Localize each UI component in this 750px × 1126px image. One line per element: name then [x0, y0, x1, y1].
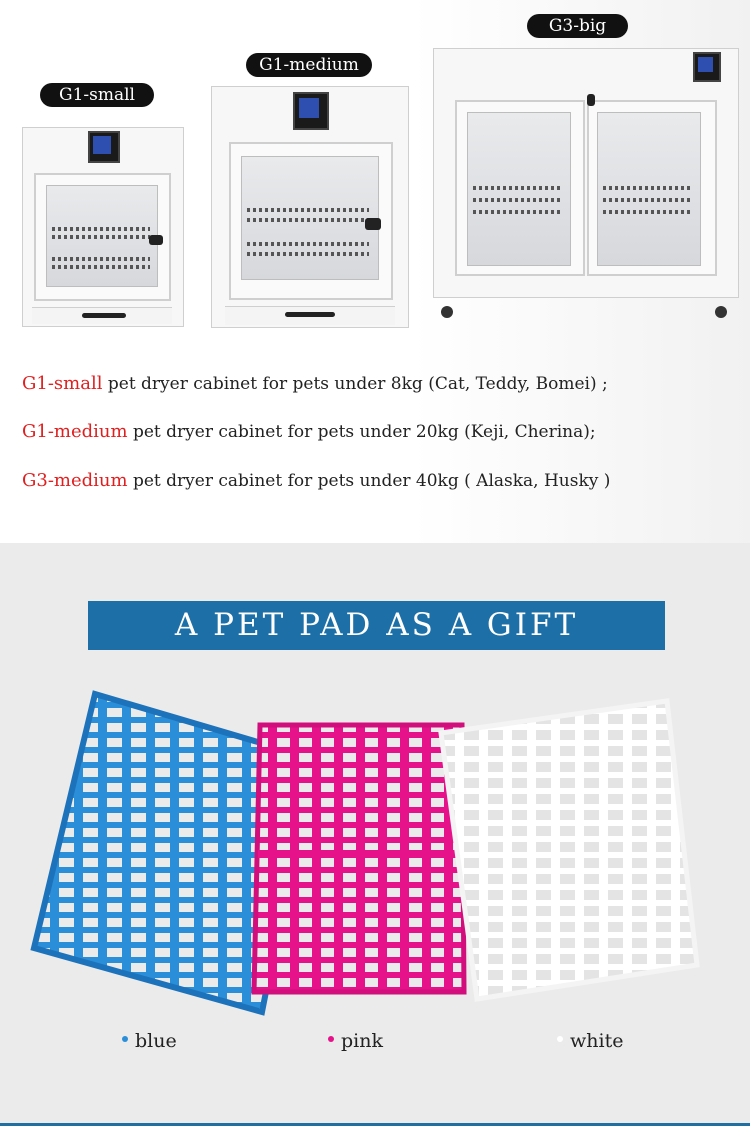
description-text: pet dryer cabinet for pets under 40kg ( Alaska, Husky ) [127, 471, 611, 491]
model-name: G1-medium [22, 421, 128, 442]
blue-dot-icon [122, 1036, 128, 1042]
pad-white-image [435, 695, 705, 1005]
description-text: pet dryer cabinet for pets under 20kg (Keji, Cherina); [127, 422, 596, 442]
product-label-small: G1-small [40, 83, 154, 107]
white-dot-icon [557, 1036, 563, 1042]
pad-color-name: pink [341, 1030, 383, 1052]
gift-banner [88, 601, 665, 650]
model-name: G3-medium [22, 470, 128, 491]
cabinet-big-image [433, 48, 739, 323]
cabinet-medium-image [211, 86, 409, 328]
pad-color-name: blue [135, 1030, 177, 1052]
product-label-medium: G1-medium [246, 53, 372, 77]
pad-label-pink [328, 1030, 383, 1052]
description-big [22, 470, 610, 491]
pad-label-blue [122, 1030, 177, 1052]
description-medium [22, 421, 596, 442]
description-text: pet dryer cabinet for pets under 8kg (Cat, Teddy, Bomei) ; [102, 374, 608, 394]
description-small [22, 373, 608, 394]
cabinet-small-image [22, 127, 184, 327]
pad-color-name: white [570, 1030, 624, 1052]
model-name: G1-small [22, 373, 103, 394]
pink-dot-icon [328, 1036, 334, 1042]
pad-label-white [557, 1030, 623, 1052]
product-label-big: G3-big [527, 14, 628, 38]
gift-title: A PET PAD AS A GIFT [174, 607, 579, 643]
